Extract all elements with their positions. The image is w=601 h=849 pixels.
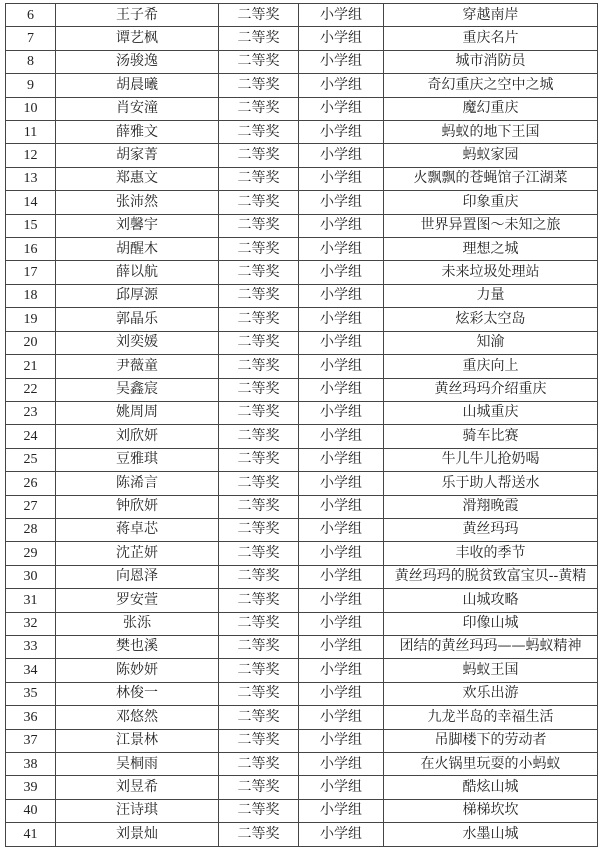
- table-row: [6, 284, 598, 307]
- cell-group: 小学组: [299, 167, 384, 190]
- table-row: [6, 238, 598, 261]
- cell-group: 小学组: [299, 74, 384, 97]
- cell-student-name: 胡家菁: [56, 144, 219, 167]
- cell-work-title: 蚂蚁的地下王国: [384, 121, 598, 144]
- cell-student-name: 刘景灿: [56, 823, 219, 846]
- cell-award-level: 二等奖: [219, 74, 299, 97]
- cell-serial-number: 10: [6, 97, 56, 120]
- table-row: [6, 565, 598, 588]
- cell-serial-number: 11: [6, 121, 56, 144]
- table-row: [6, 799, 598, 822]
- cell-group: 小学组: [299, 729, 384, 752]
- cell-group: 小学组: [299, 495, 384, 518]
- cell-work-title: 黄丝玛玛的脱贫致富宝贝--黄精: [384, 565, 598, 588]
- cell-award-level: 二等奖: [219, 331, 299, 354]
- cell-award-level: 二等奖: [219, 635, 299, 658]
- table-row: [6, 261, 598, 284]
- cell-serial-number: 17: [6, 261, 56, 284]
- cell-work-title: 团结的黄丝玛玛——蚂蚁精神: [384, 635, 598, 658]
- cell-work-title: 九龙半岛的幸福生活: [384, 706, 598, 729]
- cell-serial-number: 40: [6, 799, 56, 822]
- cell-serial-number: 25: [6, 448, 56, 471]
- cell-student-name: 刘奕媛: [56, 331, 219, 354]
- cell-student-name: 郑惠文: [56, 167, 219, 190]
- cell-group: 小学组: [299, 214, 384, 237]
- table-row: [6, 682, 598, 705]
- cell-student-name: 江景林: [56, 729, 219, 752]
- cell-award-level: 二等奖: [219, 448, 299, 471]
- table-row: [6, 167, 598, 190]
- cell-student-name: 薛雅文: [56, 121, 219, 144]
- cell-student-name: 汤骏逸: [56, 50, 219, 73]
- cell-work-title: 重庆向上: [384, 355, 598, 378]
- cell-award-level: 二等奖: [219, 612, 299, 635]
- cell-group: 小学组: [299, 331, 384, 354]
- cell-serial-number: 16: [6, 238, 56, 261]
- cell-group: 小学组: [299, 589, 384, 612]
- cell-serial-number: 34: [6, 659, 56, 682]
- cell-serial-number: 36: [6, 706, 56, 729]
- cell-group: 小学组: [299, 682, 384, 705]
- table-row: [6, 589, 598, 612]
- cell-serial-number: 18: [6, 284, 56, 307]
- cell-award-level: 二等奖: [219, 144, 299, 167]
- cell-work-title: 山城重庆: [384, 401, 598, 424]
- cell-group: 小学组: [299, 472, 384, 495]
- cell-group: 小学组: [299, 565, 384, 588]
- cell-award-level: 二等奖: [219, 167, 299, 190]
- cell-award-level: 二等奖: [219, 238, 299, 261]
- cell-award-level: 二等奖: [219, 308, 299, 331]
- cell-work-title: 水墨山城: [384, 823, 598, 846]
- cell-serial-number: 35: [6, 682, 56, 705]
- cell-group: 小学组: [299, 191, 384, 214]
- cell-work-title: 城市消防员: [384, 50, 598, 73]
- table-row: [6, 823, 598, 846]
- cell-award-level: 二等奖: [219, 565, 299, 588]
- cell-work-title: 世界异置图～未知之旅: [384, 214, 598, 237]
- cell-serial-number: 32: [6, 612, 56, 635]
- cell-serial-number: 12: [6, 144, 56, 167]
- cell-serial-number: 23: [6, 401, 56, 424]
- cell-student-name: 薛以航: [56, 261, 219, 284]
- cell-group: 小学组: [299, 659, 384, 682]
- cell-work-title: 蚂蚁家园: [384, 144, 598, 167]
- cell-group: 小学组: [299, 799, 384, 822]
- table-row: [6, 27, 598, 50]
- cell-serial-number: 20: [6, 331, 56, 354]
- cell-student-name: 向恩泽: [56, 565, 219, 588]
- cell-student-name: 罗安萱: [56, 589, 219, 612]
- cell-group: 小学组: [299, 635, 384, 658]
- cell-student-name: 谭艺枫: [56, 27, 219, 50]
- cell-serial-number: 29: [6, 542, 56, 565]
- cell-work-title: 丰收的季节: [384, 542, 598, 565]
- table-row: [6, 706, 598, 729]
- cell-group: 小学组: [299, 121, 384, 144]
- cell-work-title: 乐于助人帮送水: [384, 472, 598, 495]
- cell-award-level: 二等奖: [219, 27, 299, 50]
- cell-group: 小学组: [299, 401, 384, 424]
- table-row: [6, 191, 598, 214]
- cell-award-level: 二等奖: [219, 753, 299, 776]
- cell-award-level: 二等奖: [219, 823, 299, 846]
- cell-student-name: 肖安潼: [56, 97, 219, 120]
- cell-work-title: 印像山城: [384, 612, 598, 635]
- cell-serial-number: 37: [6, 729, 56, 752]
- cell-group: 小学组: [299, 776, 384, 799]
- cell-group: 小学组: [299, 542, 384, 565]
- cell-student-name: 邱厚源: [56, 284, 219, 307]
- cell-award-level: 二等奖: [219, 682, 299, 705]
- cell-student-name: 钟欣妍: [56, 495, 219, 518]
- table-row: [6, 308, 598, 331]
- cell-student-name: 吴桐雨: [56, 753, 219, 776]
- cell-serial-number: 8: [6, 50, 56, 73]
- cell-group: 小学组: [299, 753, 384, 776]
- table-row: [6, 144, 598, 167]
- cell-work-title: 重庆名片: [384, 27, 598, 50]
- table-row: [6, 612, 598, 635]
- cell-group: 小学组: [299, 97, 384, 120]
- cell-award-level: 二等奖: [219, 214, 299, 237]
- document-page: [5, 3, 597, 846]
- cell-serial-number: 30: [6, 565, 56, 588]
- cell-work-title: 未来垃圾处理站: [384, 261, 598, 284]
- cell-student-name: 陈浠言: [56, 472, 219, 495]
- cell-award-level: 二等奖: [219, 97, 299, 120]
- cell-group: 小学组: [299, 284, 384, 307]
- table-row: [6, 4, 598, 27]
- cell-award-level: 二等奖: [219, 425, 299, 448]
- cell-award-level: 二等奖: [219, 729, 299, 752]
- cell-group: 小学组: [299, 50, 384, 73]
- cell-group: 小学组: [299, 518, 384, 541]
- cell-work-title: 蚂蚁王国: [384, 659, 598, 682]
- cell-student-name: 王子希: [56, 4, 219, 27]
- cell-student-name: 樊也溪: [56, 635, 219, 658]
- cell-group: 小学组: [299, 308, 384, 331]
- cell-work-title: 知渝: [384, 331, 598, 354]
- cell-student-name: 刘昱希: [56, 776, 219, 799]
- cell-student-name: 尹薇童: [56, 355, 219, 378]
- cell-work-title: 理想之城: [384, 238, 598, 261]
- table-row: [6, 121, 598, 144]
- table-row: [6, 401, 598, 424]
- cell-serial-number: 27: [6, 495, 56, 518]
- cell-group: 小学组: [299, 706, 384, 729]
- cell-award-level: 二等奖: [219, 355, 299, 378]
- table-row: [6, 729, 598, 752]
- cell-award-level: 二等奖: [219, 284, 299, 307]
- table-row: [6, 518, 598, 541]
- table-row: [6, 495, 598, 518]
- cell-work-title: 吊脚楼下的劳动者: [384, 729, 598, 752]
- cell-work-title: 印象重庆: [384, 191, 598, 214]
- cell-serial-number: 14: [6, 191, 56, 214]
- cell-serial-number: 31: [6, 589, 56, 612]
- cell-serial-number: 19: [6, 308, 56, 331]
- table-row: [6, 97, 598, 120]
- table-row: [6, 378, 598, 401]
- cell-serial-number: 39: [6, 776, 56, 799]
- table-row: [6, 753, 598, 776]
- cell-award-level: 二等奖: [219, 589, 299, 612]
- cell-award-level: 二等奖: [219, 495, 299, 518]
- cell-serial-number: 6: [6, 4, 56, 27]
- cell-group: 小学组: [299, 612, 384, 635]
- cell-group: 小学组: [299, 823, 384, 846]
- cell-work-title: 火飘飘的苍蝇馆子江湖菜: [384, 167, 598, 190]
- award-results-table: [5, 3, 598, 847]
- results-table-body: [6, 4, 598, 847]
- table-row: [6, 542, 598, 565]
- table-row: [6, 635, 598, 658]
- cell-group: 小学组: [299, 4, 384, 27]
- cell-award-level: 二等奖: [219, 121, 299, 144]
- cell-student-name: 蒋卓芯: [56, 518, 219, 541]
- cell-student-name: 张沛然: [56, 191, 219, 214]
- cell-work-title: 力量: [384, 284, 598, 307]
- cell-work-title: 酷炫山城: [384, 776, 598, 799]
- cell-work-title: 梯梯坎坎: [384, 799, 598, 822]
- cell-award-level: 二等奖: [219, 4, 299, 27]
- cell-award-level: 二等奖: [219, 518, 299, 541]
- cell-work-title: 穿越南岸: [384, 4, 598, 27]
- cell-work-title: 黄丝玛玛介绍重庆: [384, 378, 598, 401]
- cell-student-name: 汪诗琪: [56, 799, 219, 822]
- cell-group: 小学组: [299, 448, 384, 471]
- table-row: [6, 214, 598, 237]
- cell-student-name: 吴鑫宸: [56, 378, 219, 401]
- cell-student-name: 沈芷妍: [56, 542, 219, 565]
- cell-work-title: 魔幻重庆: [384, 97, 598, 120]
- table-row: [6, 472, 598, 495]
- cell-group: 小学组: [299, 261, 384, 284]
- cell-serial-number: 41: [6, 823, 56, 846]
- cell-serial-number: 15: [6, 214, 56, 237]
- table-row: [6, 448, 598, 471]
- cell-award-level: 二等奖: [219, 191, 299, 214]
- cell-work-title: 黄丝玛玛: [384, 518, 598, 541]
- cell-award-level: 二等奖: [219, 542, 299, 565]
- cell-student-name: 刘馨宇: [56, 214, 219, 237]
- cell-work-title: 炫彩太空岛: [384, 308, 598, 331]
- cell-work-title: 滑翔晚霞: [384, 495, 598, 518]
- cell-award-level: 二等奖: [219, 472, 299, 495]
- cell-award-level: 二等奖: [219, 799, 299, 822]
- cell-student-name: 邓悠然: [56, 706, 219, 729]
- table-row: [6, 331, 598, 354]
- cell-award-level: 二等奖: [219, 776, 299, 799]
- cell-group: 小学组: [299, 425, 384, 448]
- cell-work-title: 山城攻略: [384, 589, 598, 612]
- cell-work-title: 欢乐出游: [384, 682, 598, 705]
- cell-serial-number: 26: [6, 472, 56, 495]
- cell-student-name: 张泺: [56, 612, 219, 635]
- table-row: [6, 776, 598, 799]
- cell-group: 小学组: [299, 378, 384, 401]
- cell-work-title: 牛儿牛儿抢奶喝: [384, 448, 598, 471]
- cell-award-level: 二等奖: [219, 261, 299, 284]
- cell-work-title: 在火锅里玩耍的小蚂蚁: [384, 753, 598, 776]
- table-row: [6, 355, 598, 378]
- cell-student-name: 豆雅琪: [56, 448, 219, 471]
- cell-serial-number: 9: [6, 74, 56, 97]
- cell-serial-number: 24: [6, 425, 56, 448]
- table-row: [6, 659, 598, 682]
- cell-student-name: 胡醒木: [56, 238, 219, 261]
- cell-serial-number: 22: [6, 378, 56, 401]
- table-row: [6, 74, 598, 97]
- cell-group: 小学组: [299, 238, 384, 261]
- cell-award-level: 二等奖: [219, 706, 299, 729]
- cell-group: 小学组: [299, 144, 384, 167]
- cell-serial-number: 7: [6, 27, 56, 50]
- cell-serial-number: 13: [6, 167, 56, 190]
- cell-work-title: 骑车比赛: [384, 425, 598, 448]
- cell-serial-number: 28: [6, 518, 56, 541]
- cell-award-level: 二等奖: [219, 378, 299, 401]
- cell-student-name: 刘欣妍: [56, 425, 219, 448]
- cell-student-name: 陈妙妍: [56, 659, 219, 682]
- cell-work-title: 奇幻重庆之空中之城: [384, 74, 598, 97]
- cell-award-level: 二等奖: [219, 50, 299, 73]
- cell-student-name: 姚周周: [56, 401, 219, 424]
- cell-serial-number: 33: [6, 635, 56, 658]
- cell-award-level: 二等奖: [219, 659, 299, 682]
- cell-student-name: 郭晶乐: [56, 308, 219, 331]
- cell-award-level: 二等奖: [219, 401, 299, 424]
- cell-student-name: 胡晨曦: [56, 74, 219, 97]
- cell-student-name: 林俊一: [56, 682, 219, 705]
- cell-group: 小学组: [299, 27, 384, 50]
- table-row: [6, 425, 598, 448]
- table-row: [6, 50, 598, 73]
- cell-serial-number: 38: [6, 753, 56, 776]
- cell-serial-number: 21: [6, 355, 56, 378]
- cell-group: 小学组: [299, 355, 384, 378]
